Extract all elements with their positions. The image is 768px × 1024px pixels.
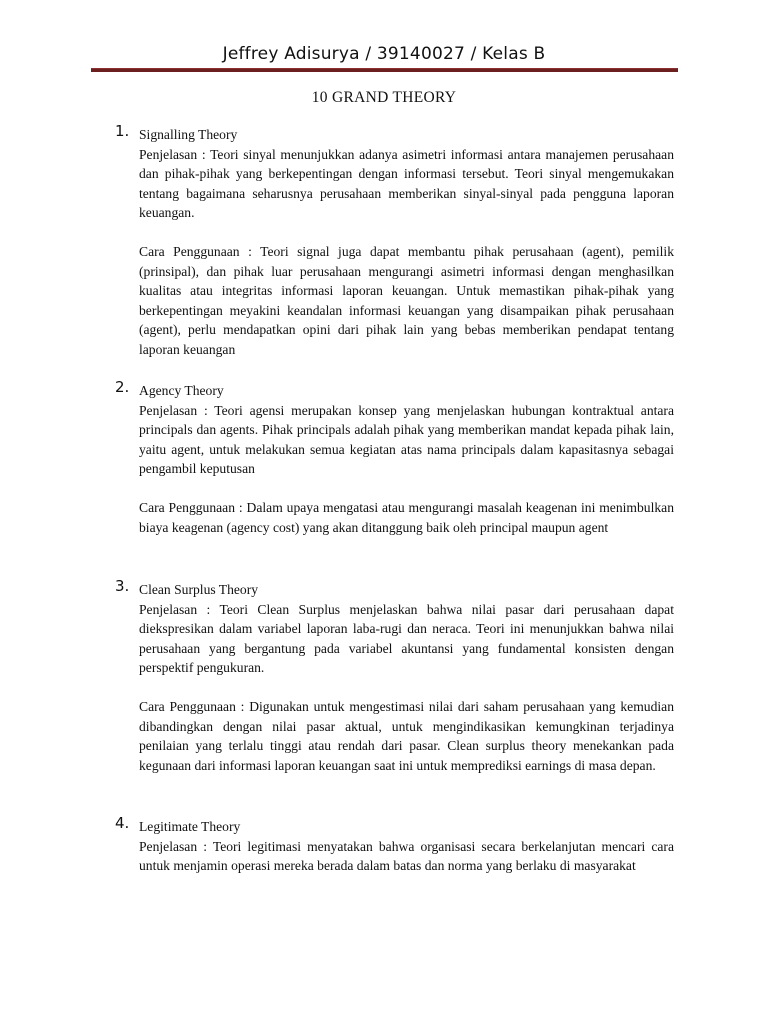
explanation-paragraph: Penjelasan : Teori legitimasi menyatakan bahwa organisasi secara berkelanjutan mencari cara untuk menjamin operasi mereka berada dalam batas dan norma yang berlaku di masyarakat (139, 838, 674, 873)
document-title: 10 GRAND THEORY (311, 89, 457, 106)
item-number: 3. (115, 577, 130, 595)
theory-item-1 (115, 122, 674, 359)
item-number: 4. (115, 814, 130, 832)
theory-heading: Legitimate Theory (139, 819, 241, 834)
explanation-paragraph: Penjelasan : Teori sinyal menunjukkan adanya asimetri informasi antara manajemen perusahaan dan pihak-pihak yang berkepentingan dengan informasi tersebut. Teori sinyal mengemukakan tentang bagaimana seharusnya perusahaan memberikan sinyal-sinyal pada pengguna laporan keuangan. (139, 146, 674, 220)
theory-heading: Signalling Theory (139, 127, 238, 142)
explanation-paragraph: Penjelasan : Teori Clean Surplus menjelaskan bahwa nilai pasar dari perusahaan dapat diekspresikan dalam variabel laporan laba-rugi dan neraca. Teori ini menunjukkan bahwa nilai perusahaan yang bergantung pada variabel akuntansi yang fundamental konsisten dengan perspektif pengukuran. (139, 601, 674, 675)
usage-paragraph: Cara Penggunaan : Teori signal juga dapat membantu pihak perusahaan (agent), pemilik (prinsipal), dan pihak luar perusahaan mengurangi asimetri informasi dengan menghasilkan kualitas atau integritas informasi laporan keuangan. Untuk memastikan pihak-pihak yang berkepentingan meyakini keandalan informasi keuangan yang disampaikan pihak perusahaan (agent), perlu mendapatkan opini dari pihak lain yang bebas memberikan pendapat tentang laporan keuangan (139, 244, 674, 357)
usage-paragraph: Cara Penggunaan : Dalam upaya mengatasi atau mengurangi masalah keagenan ini menimbulkan biaya keagenan (agency cost) yang akan ditanggung baik oleh principal maupun agent (139, 500, 674, 535)
theory-item-3 (115, 577, 674, 775)
usage-paragraph: Cara Penggunaan : Digunakan untuk mengestimasi nilai dari saham perusahaan yang kemudian dibandingkan dengan nilai pasar aktual, untuk mengindikasikan kemungkinan terjadinya penilaian yang terlalu tinggi atau rendah dari pasar. Clean surplus theory menekankan pada kegunaan dari informasi laporan keuangan saat ini untuk memprediksi earnings di masa depan. (139, 699, 674, 773)
theory-item-2 (115, 378, 674, 537)
theory-heading: Agency Theory (139, 383, 224, 398)
theory-item-4 (115, 814, 674, 876)
item-number: 2. (115, 378, 130, 396)
explanation-paragraph: Penjelasan : Teori agensi merupakan konsep yang menjelaskan hubungan kontraktual antara principals dan agents. Pihak principals adalah pihak yang memberikan mandat kepada pihak lain, yaitu agent, untuk melakukan semua kegiatan atas nama principals dalam kapasitasnya sebagai pengambil keputusan (139, 402, 674, 476)
theory-heading: Clean Surplus Theory (139, 582, 259, 597)
header-divider (91, 68, 678, 72)
item-number: 1. (115, 122, 130, 140)
author-header: Jeffrey Adisurya / 39140027 / Kelas B (222, 44, 546, 64)
